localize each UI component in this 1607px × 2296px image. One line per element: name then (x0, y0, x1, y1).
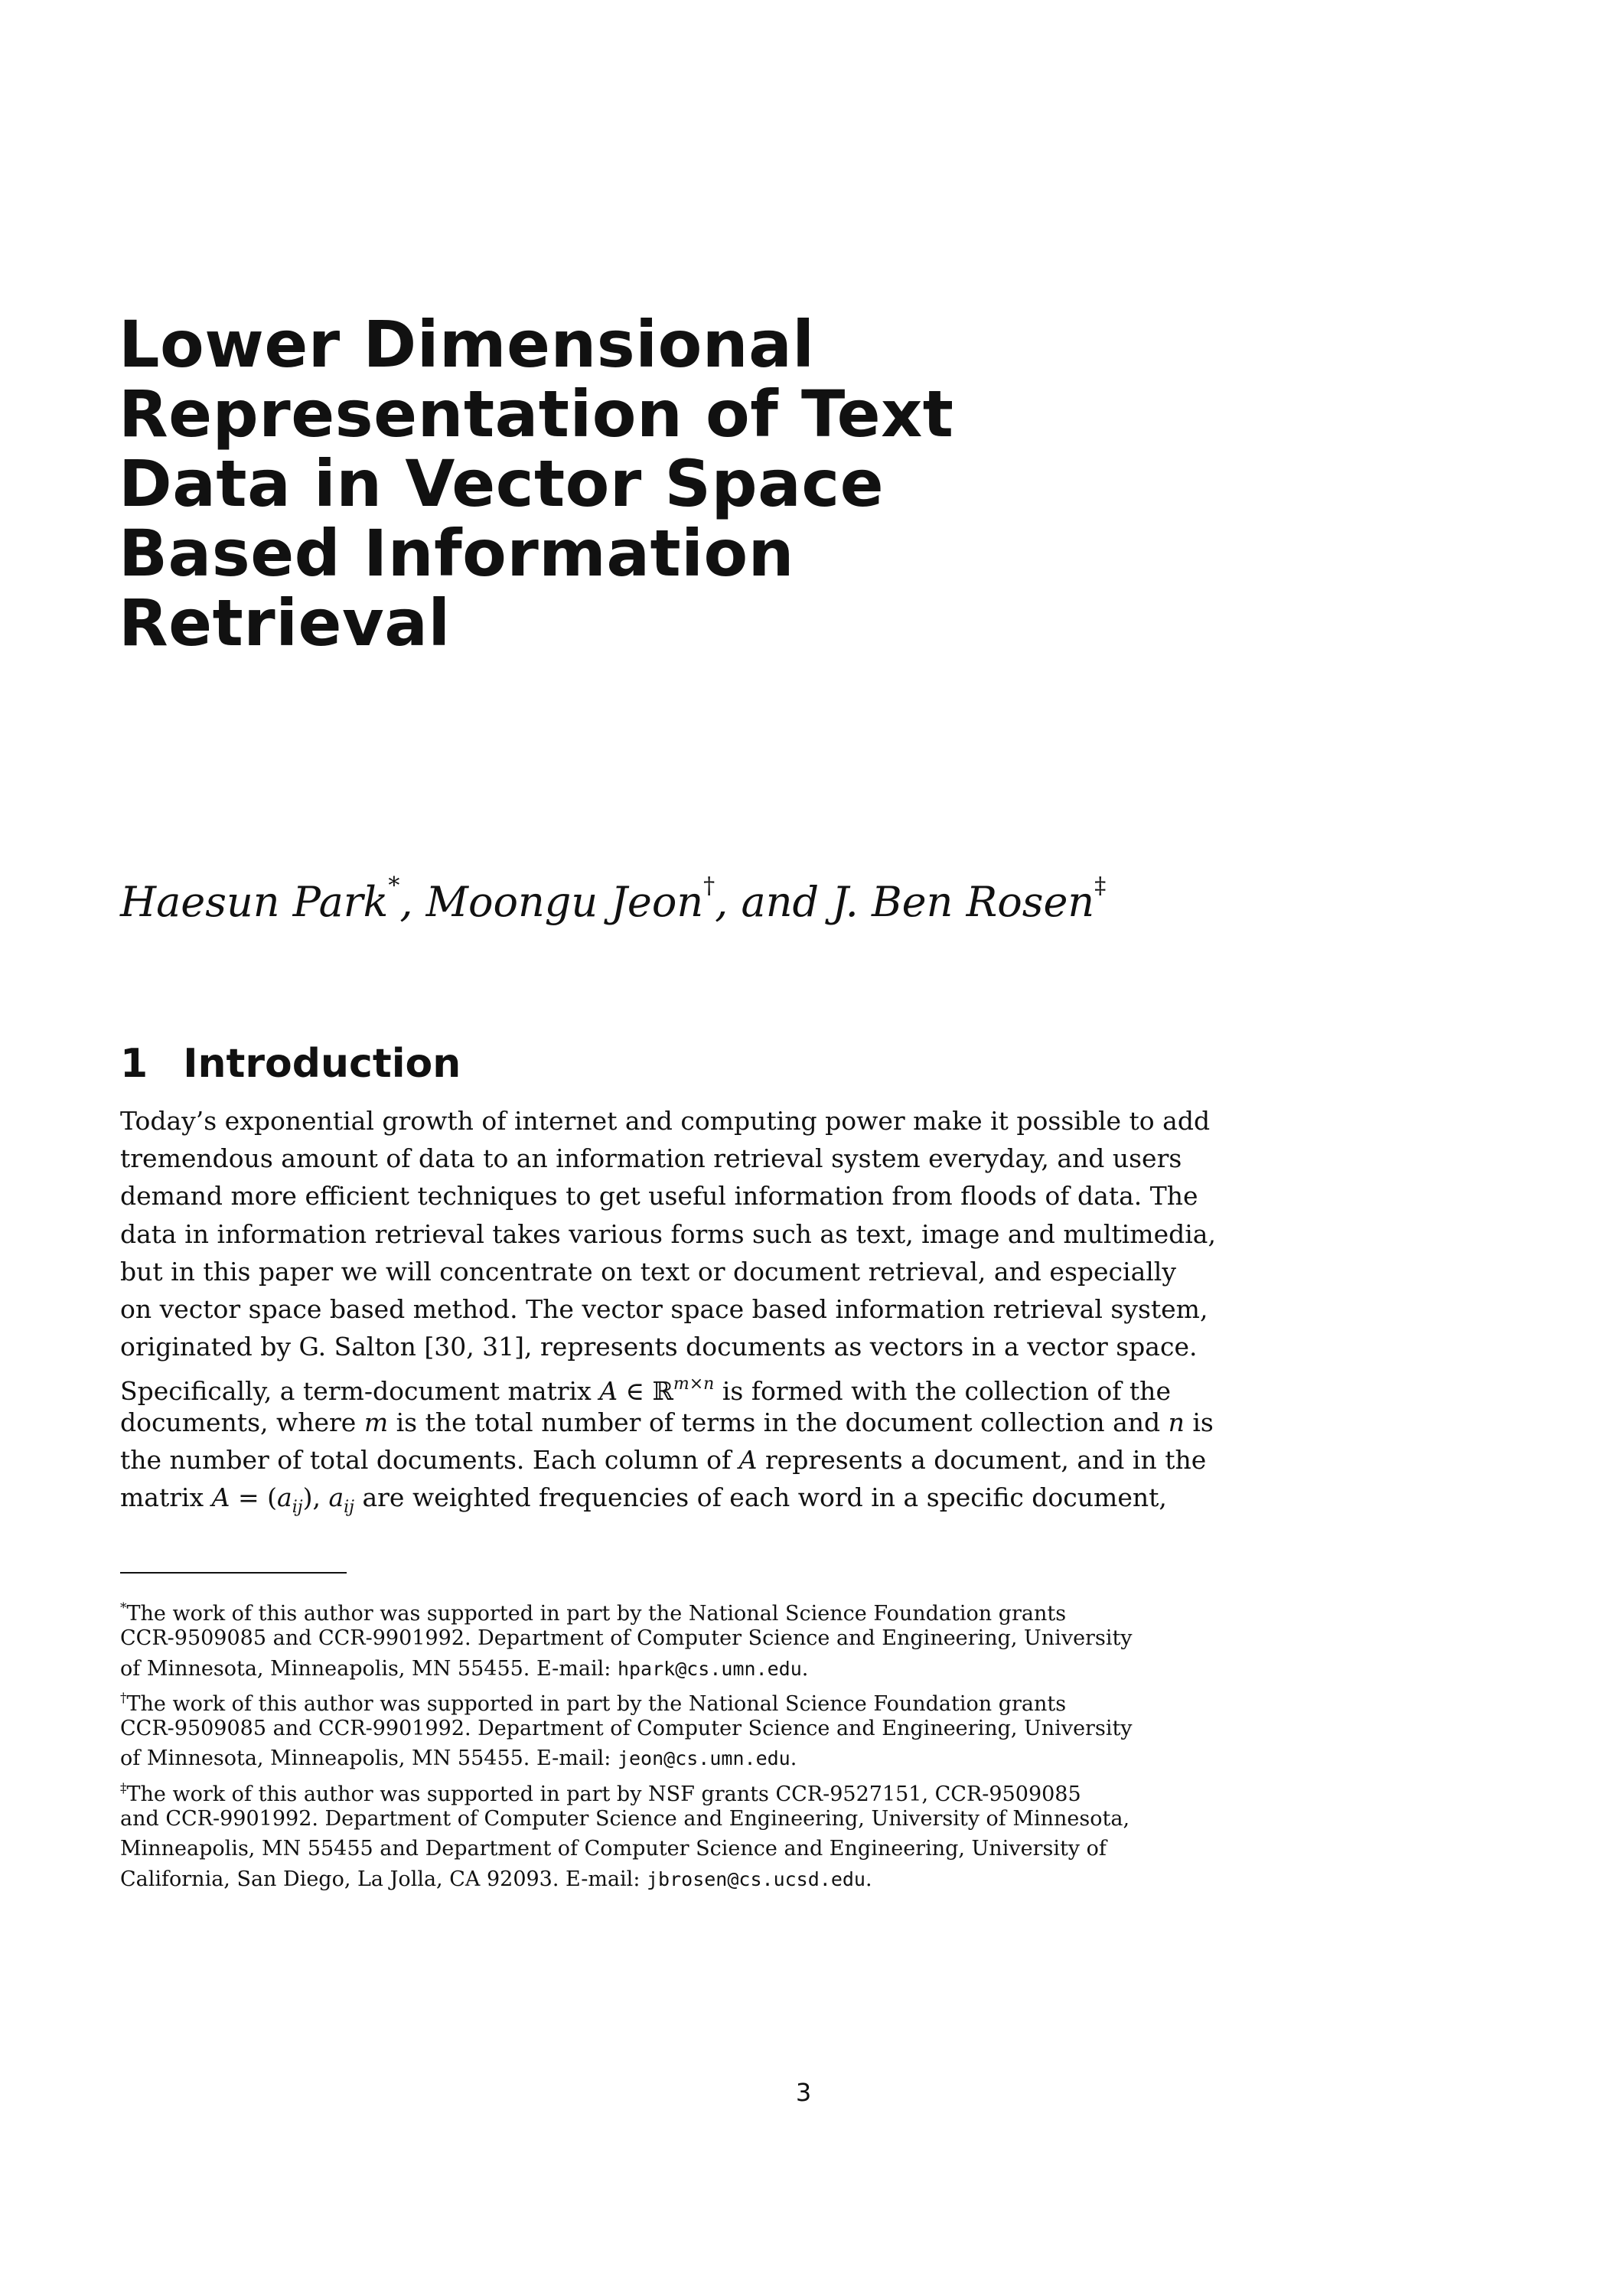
body-line (120, 1441, 1268, 1479)
section-title: Introduction (183, 1041, 461, 1087)
footnote-mark: † (120, 1690, 127, 1706)
email-address: hpark@cs.umn.edu (617, 1657, 802, 1680)
text-run: is (1184, 1407, 1214, 1437)
body-line: tremendous amount of data to an information retrieval system everyday, and users (120, 1143, 1182, 1174)
text-run: matrix (120, 1482, 212, 1512)
body-line: demand more efficient techniques to get useful information from floods of data. The (120, 1181, 1198, 1212)
body-line (120, 1365, 1268, 1407)
text-run: represents a document, and in the (757, 1444, 1207, 1475)
text-run: ∈ ℝ (618, 1376, 673, 1407)
text-run: are weighted frequencies of each word in a specific document, (354, 1482, 1167, 1512)
text-run: the number of total documents. Each column of (120, 1444, 739, 1475)
footnote-divider (120, 1572, 347, 1574)
footnote-line: Minneapolis, MN 55455 and Department of Computer Science and Engineering, University of (120, 1837, 1107, 1861)
text-run: . (801, 1656, 809, 1681)
text-run: Specifically, a term-document matrix (120, 1376, 600, 1407)
footnote-line (120, 1654, 1268, 1684)
author-separator: , (399, 878, 426, 926)
footnotes (120, 1593, 1268, 1894)
text-run: = ( (230, 1482, 278, 1512)
author-park: Haesun Park (120, 878, 389, 926)
math-subscript: ij (344, 1497, 354, 1517)
text-run: of Minnesota, Minneapolis, MN 55455. E-mail: (120, 1656, 618, 1681)
body-line: but in this paper we will concentrate on text or document retrieval, and especially (120, 1256, 1177, 1287)
text-run: The work of this author was supported in part by the National Science Foundation grants (126, 1691, 1067, 1716)
title-line: Representation of Text (119, 377, 954, 452)
email-address: jbrosen@cs.ucsd.edu (647, 1867, 865, 1890)
math-symbol: A (738, 1444, 758, 1475)
body-line (120, 1479, 1268, 1516)
body-line: Today’s exponential growth of internet and computing power make it possible to add (120, 1106, 1211, 1136)
math-symbol: a (328, 1482, 344, 1512)
section-heading (120, 1041, 461, 1087)
math-superscript: m×n (673, 1375, 715, 1394)
body-line: data in information retrieval takes various forms such as text, image and multimedia, (120, 1218, 1216, 1249)
footnote-line (120, 1743, 1268, 1773)
title-line: Based Information (119, 516, 794, 591)
math-symbol: n (1168, 1407, 1185, 1437)
math-symbol: m (363, 1407, 389, 1437)
footnote-line: CCR-9509085 and CCR-9901992. Department of Computer Science and Engineering, University (120, 1626, 1133, 1651)
author-jeon: Moongu Jeon (425, 878, 704, 926)
math-symbol: a (277, 1482, 292, 1512)
text-run: . (790, 1746, 797, 1771)
body-line: originated by G. Salton [30, 31], represents documents as vectors in a vector space. (120, 1332, 1198, 1362)
body-line: on vector space based method. The vector space based information retrieval system, (120, 1293, 1208, 1324)
footnote-line (120, 1864, 1268, 1894)
author-rosen-mark: ‡ (1094, 872, 1107, 899)
author-park-mark: * (388, 872, 400, 899)
email-address: jeon@cs.umn.edu (617, 1747, 790, 1770)
math-symbol: A (211, 1482, 230, 1512)
section-number: 1 (120, 1041, 148, 1087)
body-line (120, 1404, 1268, 1441)
text-run: is the total number of terms in the document collection and (388, 1407, 1169, 1437)
footnote-line: and CCR-9901992. Department of Computer Science and Engineering, University of Minnesota, (120, 1807, 1130, 1831)
text-run: is formed with the collection of the (714, 1376, 1171, 1407)
text-run: documents, where (120, 1407, 364, 1437)
footnote-line (120, 1684, 1268, 1714)
text-run: California, San Diego, La Jolla, CA 92093. E-mail: (120, 1867, 647, 1891)
paper-title (119, 307, 1266, 660)
text-run: The work of this author was supported in part by NSF grants CCR-9527151, CCR-9509085 (126, 1782, 1081, 1806)
math-subscript: ij (292, 1497, 303, 1517)
author-list (120, 872, 1106, 926)
text-run: . (865, 1867, 872, 1891)
text-run: The work of this author was supported in part by the National Science Foundation grants (126, 1602, 1067, 1626)
footnote-mark: ‡ (120, 1780, 127, 1796)
footnote-mark: * (120, 1600, 127, 1616)
footnote-line: CCR-9509085 and CCR-9901992. Department of Computer Science and Engineering, University (120, 1717, 1133, 1741)
text-run: ), (302, 1482, 329, 1512)
math-symbol: A (599, 1376, 618, 1407)
title-line: Data in Vector Space (119, 446, 885, 521)
page-number: 3 (795, 2078, 812, 2107)
footnote-line (120, 1593, 1268, 1626)
title-line: Lower Dimensional (119, 307, 815, 382)
text-run: of Minnesota, Minneapolis, MN 55455. E-mail: (120, 1746, 618, 1771)
author-rosen: J. Ben Rosen (832, 878, 1095, 926)
author-jeon-mark: † (703, 872, 715, 899)
introduction-paragraph (120, 1102, 1268, 1516)
title-line: Retrieval (119, 585, 451, 660)
footnote-line (120, 1774, 1268, 1804)
author-separator: , and (715, 878, 833, 926)
